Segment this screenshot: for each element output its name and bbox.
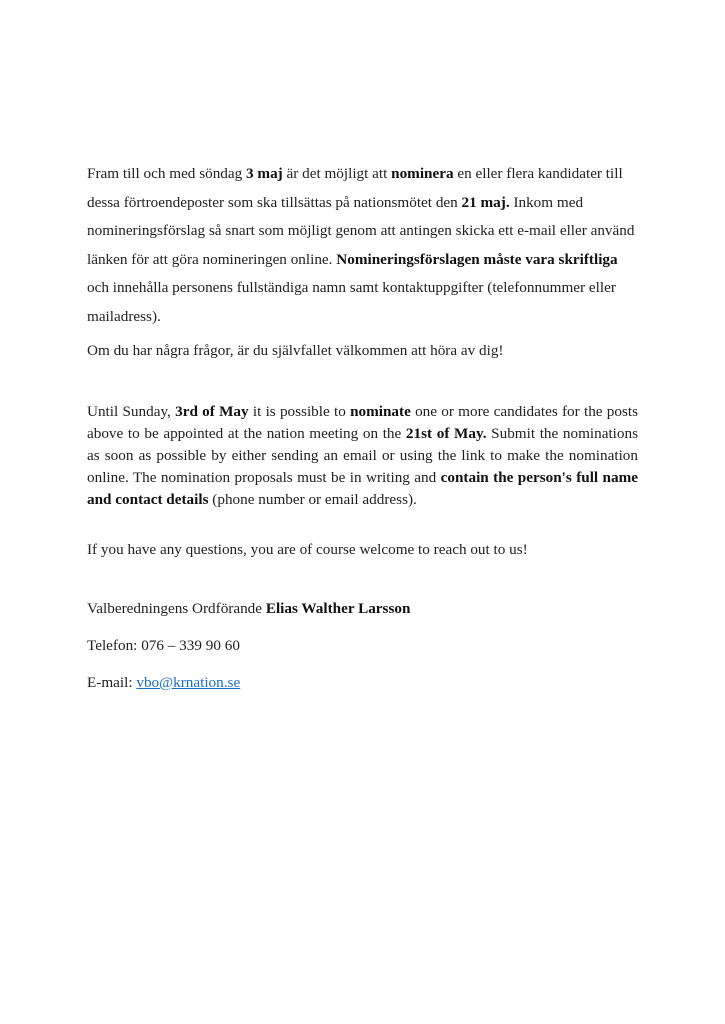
text: Inkom med nomineringsförslag så snart som möjligt genom att antingen skicka ett e-mail eller använd länken för att göra nomineringen online. [87,193,635,268]
swedish-questions-paragraph: Om du har några frågor, är du självfallet välkommen att höra av dig! [87,342,504,359]
requirement-bold: contain the person's full name and contact details [87,469,638,508]
nominate-bold: nominate [350,403,411,420]
email-link[interactable]: vbo@krnation.se [136,674,241,691]
english-nomination-paragraph [87,401,638,511]
signature-name-line [87,598,638,620]
text: är det möjligt att [282,165,392,182]
phone-number: 076 – 339 90 60 [141,637,240,654]
text: och innehålla personens fullständiga namn samt kontaktuppgifter (telefonnummer eller mailadress). [87,279,616,325]
swedish-nomination-paragraph [87,160,638,331]
meeting-date-bold: 21 maj. [461,193,510,211]
deadline-date-bold: 3 maj [246,165,283,182]
signature-email-line [87,672,638,694]
text: one or more candidates for the posts above to be appointed at the nation meeting on the [87,403,639,442]
email-label: E-mail: [87,674,137,691]
text: it is possible to [248,403,351,420]
text: Submit the nominations as soon as possible by either sending an email or using the link to make the nomination online. The nomination proposals must be in writing and [87,425,638,486]
requirement-bold: Nomineringsförslagen måste vara skriftliga [336,250,618,268]
meeting-date-bold: 21st of May. [405,425,487,442]
nominate-bold: nominera [391,165,454,182]
text: (phone number or email address). [208,491,417,508]
english-questions-paragraph: If you have any questions, you are of course welcome to reach out to us! [87,541,528,558]
signature-phone-line [87,635,638,657]
text: Until Sunday, [87,403,176,420]
signature-name: Elias Walther Larsson [265,600,411,617]
text: en eller flera kandidater till dessa förtroendeposter som ska tillsättas på nationsmötet den [87,165,623,211]
signature-role: Valberedningens Ordförande [87,600,266,617]
phone-label: Telefon: [87,637,142,654]
text: Fram till och med söndag [87,165,247,182]
swedish-paragraph-text [87,160,638,331]
deadline-date-bold: 3rd of May [175,403,249,420]
